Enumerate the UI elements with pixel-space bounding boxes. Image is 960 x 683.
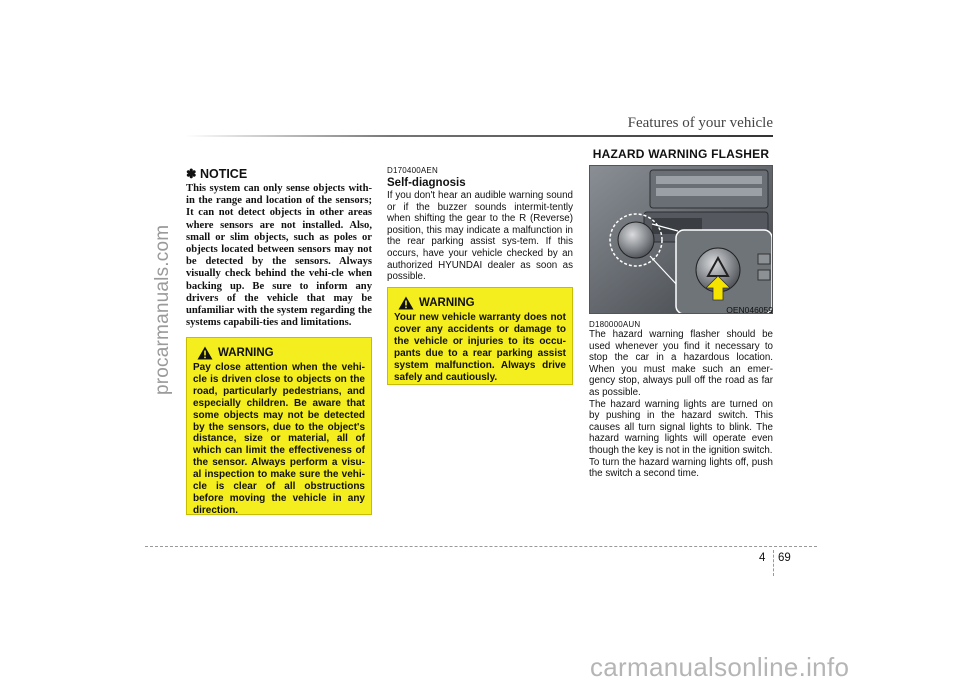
warning-header	[398, 296, 566, 310]
hazard-section	[589, 314, 773, 480]
header-rule	[185, 135, 773, 137]
section-title: Self-diagnosis	[387, 177, 466, 189]
section-code: D170400AEN	[387, 166, 438, 175]
page-header-title: Features of your vehicle	[627, 115, 773, 131]
dashboard-illustration	[590, 166, 773, 314]
section-body: If you don't hear an audible warning sound or if the buzzer sounds intermit-tently when shifting the gear to the R (Reverse) position, this may indicate a malfunction in the rear parking assist sys-tem. If this occurs, have your vehicle checked by an authorized HYUNDAI dealer as soon as possible.	[387, 190, 573, 283]
photo-code: OEN046059	[726, 305, 773, 315]
paragraph: The hazard warning flasher should be used whenever you find it necessary to stop the car in a hazardous location. When you must make such an emer-gency stop, always pull off the road as far as possible.	[589, 329, 773, 398]
warning-header	[197, 346, 365, 360]
chapter-number: 4	[759, 552, 766, 564]
section-body	[589, 329, 773, 480]
notice-section	[186, 160, 372, 329]
warning-label: WARNING	[218, 347, 274, 359]
hazard-switch-photo	[589, 165, 773, 314]
warning-text: Pay close attention when the vehi-cle is driven close to objects on the road, particularly pedestrians, and especially children. Be aware that some objects may not be detected by the sensors, due to the object's distance, size or material, all of which can limit the effectiveness of the sensor. Always perform a visu-al inspection to make sure the vehi-cle is clear of all obstructions before moving the vehicle in any direction.	[193, 362, 365, 516]
page-divider	[773, 550, 774, 576]
section-code: D180000AUN	[589, 320, 641, 329]
hazard-section-title: HAZARD WARNING FLASHER	[592, 147, 770, 161]
warning-label: WARNING	[419, 297, 475, 309]
self-diagnosis-section	[387, 160, 573, 283]
page-number: 69	[778, 552, 791, 564]
warning-text: Your new vehicle warranty does not cover any accidents or damage to the vehicle or injuries to its occu-pants due to a rear parking assist system malfunction. Always drive safely and cautiously.	[394, 312, 566, 383]
bottom-watermark: carmanualsonline.info	[590, 652, 850, 682]
warning-triangle-icon	[197, 346, 213, 360]
notice-body: This system can only sense objects with-in the range and location of the sensors; It can not detect objects in other areas where sensors are not installed. Also, small or slim objects, such as poles or objects located between sensors may not be detected by the sensors. Always visually check behind the vehi-cle when backing up. Be sure to inform any drivers of the vehicle that may be unfamiliar with the system regarding the systems capabili-ties and limitations.	[186, 183, 372, 329]
warning-triangle-icon	[398, 296, 414, 310]
notice-title: ✽ NOTICE	[186, 167, 248, 181]
paragraph: The hazard warning lights are turned on by pushing in the hazard switch. This causes all turn signal lights to blink. The hazard warning lights will operate even though the key is not in the ignition switch.	[589, 398, 773, 456]
warning-box-sensors	[186, 337, 372, 515]
paragraph: To turn the hazard warning lights off, push the switch a second time.	[589, 456, 773, 480]
side-watermark: procarmanuals.com	[152, 224, 173, 395]
footer-rule	[145, 546, 817, 547]
warning-box-warranty	[387, 287, 573, 385]
